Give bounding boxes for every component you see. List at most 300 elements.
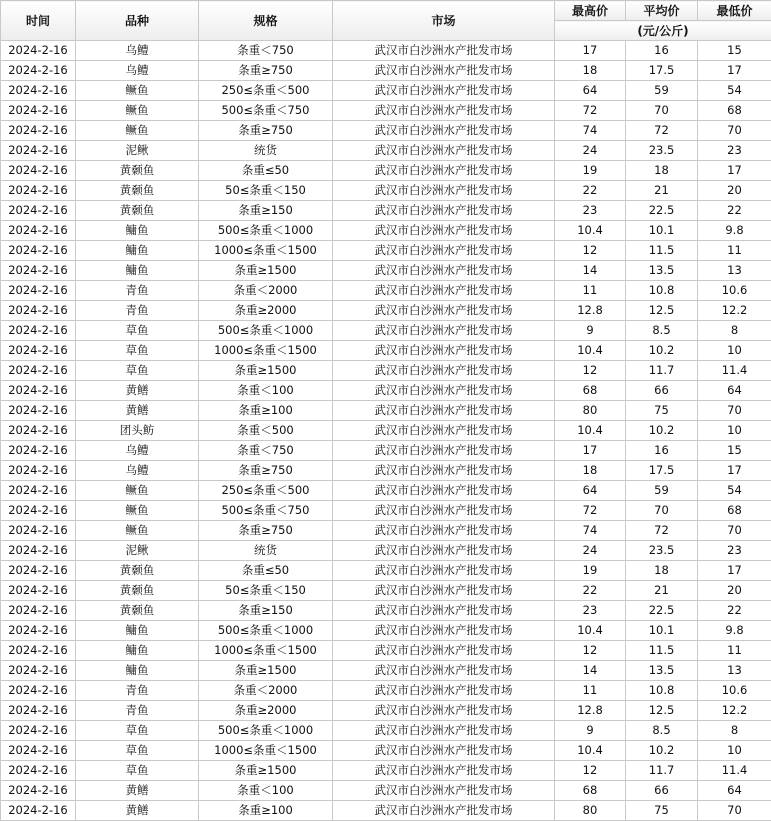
time-cell: 2024-2-16 xyxy=(1,181,76,201)
header-spec: 规格 xyxy=(199,1,333,41)
min-price-cell: 11 xyxy=(698,241,771,261)
market-cell: 武汉市白沙洲水产批发市场 xyxy=(333,61,555,81)
table-row xyxy=(1,141,771,161)
time-cell: 2024-2-16 xyxy=(1,341,76,361)
market-cell: 武汉市白沙洲水产批发市场 xyxy=(333,721,555,741)
time-cell: 2024-2-16 xyxy=(1,401,76,421)
min-price-cell: 17 xyxy=(698,561,771,581)
variety-cell: 鳜鱼 xyxy=(76,101,199,121)
spec-cell: 条重＜2000 xyxy=(199,281,333,301)
market-cell: 武汉市白沙洲水产批发市场 xyxy=(333,121,555,141)
table-row xyxy=(1,561,771,581)
header-variety: 品种 xyxy=(76,1,199,41)
max-price-cell: 14 xyxy=(555,261,626,281)
min-price-cell: 23 xyxy=(698,541,771,561)
avg-price-cell: 12.5 xyxy=(626,301,698,321)
avg-price-cell: 23.5 xyxy=(626,541,698,561)
variety-cell: 草鱼 xyxy=(76,321,199,341)
time-cell: 2024-2-16 xyxy=(1,441,76,461)
avg-price-cell: 16 xyxy=(626,41,698,61)
spec-cell: 条重＜2000 xyxy=(199,681,333,701)
table-row xyxy=(1,541,771,561)
avg-price-cell: 10.1 xyxy=(626,621,698,641)
time-cell: 2024-2-16 xyxy=(1,661,76,681)
header-price-unit: (元/公斤) xyxy=(555,21,771,41)
avg-price-cell: 10.1 xyxy=(626,221,698,241)
variety-cell: 鳙鱼 xyxy=(76,621,199,641)
variety-cell: 黄鳝 xyxy=(76,801,199,821)
market-cell: 武汉市白沙洲水产批发市场 xyxy=(333,401,555,421)
spec-cell: 500≤条重＜750 xyxy=(199,101,333,121)
min-price-cell: 20 xyxy=(698,181,771,201)
variety-cell: 青鱼 xyxy=(76,681,199,701)
table-row xyxy=(1,41,771,61)
table-row xyxy=(1,281,771,301)
max-price-cell: 23 xyxy=(555,201,626,221)
table-row xyxy=(1,521,771,541)
min-price-cell: 13 xyxy=(698,661,771,681)
table-row xyxy=(1,181,771,201)
time-cell: 2024-2-16 xyxy=(1,541,76,561)
market-cell: 武汉市白沙洲水产批发市场 xyxy=(333,701,555,721)
min-price-cell: 11.4 xyxy=(698,761,771,781)
time-cell: 2024-2-16 xyxy=(1,201,76,221)
variety-cell: 黄鳝 xyxy=(76,401,199,421)
min-price-cell: 54 xyxy=(698,81,771,101)
max-price-cell: 80 xyxy=(555,801,626,821)
table-row xyxy=(1,441,771,461)
market-cell: 武汉市白沙洲水产批发市场 xyxy=(333,81,555,101)
avg-price-cell: 17.5 xyxy=(626,61,698,81)
market-cell: 武汉市白沙洲水产批发市场 xyxy=(333,481,555,501)
variety-cell: 黄颡鱼 xyxy=(76,201,199,221)
time-cell: 2024-2-16 xyxy=(1,781,76,801)
spec-cell: 条重≤50 xyxy=(199,561,333,581)
table-row xyxy=(1,681,771,701)
spec-cell: 条重≥2000 xyxy=(199,301,333,321)
spec-cell: 条重≥2000 xyxy=(199,701,333,721)
variety-cell: 青鱼 xyxy=(76,281,199,301)
table-row xyxy=(1,401,771,421)
min-price-cell: 23 xyxy=(698,141,771,161)
table-row xyxy=(1,621,771,641)
time-cell: 2024-2-16 xyxy=(1,801,76,821)
time-cell: 2024-2-16 xyxy=(1,221,76,241)
header-avg-price: 平均价 xyxy=(626,1,698,21)
avg-price-cell: 75 xyxy=(626,801,698,821)
time-cell: 2024-2-16 xyxy=(1,361,76,381)
avg-price-cell: 59 xyxy=(626,81,698,101)
min-price-cell: 68 xyxy=(698,101,771,121)
spec-cell: 500≤条重＜1000 xyxy=(199,321,333,341)
max-price-cell: 12.8 xyxy=(555,701,626,721)
variety-cell: 团头鲂 xyxy=(76,421,199,441)
avg-price-cell: 10.8 xyxy=(626,681,698,701)
avg-price-cell: 16 xyxy=(626,441,698,461)
variety-cell: 鳙鱼 xyxy=(76,661,199,681)
spec-cell: 条重≥1500 xyxy=(199,261,333,281)
avg-price-cell: 10.2 xyxy=(626,421,698,441)
market-cell: 武汉市白沙洲水产批发市场 xyxy=(333,161,555,181)
max-price-cell: 10.4 xyxy=(555,341,626,361)
time-cell: 2024-2-16 xyxy=(1,641,76,661)
table-row xyxy=(1,781,771,801)
min-price-cell: 10 xyxy=(698,741,771,761)
variety-cell: 黄颡鱼 xyxy=(76,561,199,581)
avg-price-cell: 11.7 xyxy=(626,761,698,781)
spec-cell: 条重＜750 xyxy=(199,441,333,461)
time-cell: 2024-2-16 xyxy=(1,301,76,321)
max-price-cell: 18 xyxy=(555,461,626,481)
time-cell: 2024-2-16 xyxy=(1,321,76,341)
avg-price-cell: 18 xyxy=(626,561,698,581)
min-price-cell: 64 xyxy=(698,381,771,401)
avg-price-cell: 59 xyxy=(626,481,698,501)
max-price-cell: 11 xyxy=(555,281,626,301)
table-row xyxy=(1,581,771,601)
market-cell: 武汉市白沙洲水产批发市场 xyxy=(333,761,555,781)
min-price-cell: 13 xyxy=(698,261,771,281)
max-price-cell: 22 xyxy=(555,581,626,601)
variety-cell: 鳙鱼 xyxy=(76,221,199,241)
table-row xyxy=(1,601,771,621)
avg-price-cell: 23.5 xyxy=(626,141,698,161)
variety-cell: 青鱼 xyxy=(76,301,199,321)
variety-cell: 草鱼 xyxy=(76,361,199,381)
max-price-cell: 24 xyxy=(555,541,626,561)
spec-cell: 250≤条重＜500 xyxy=(199,481,333,501)
spec-cell: 1000≤条重＜1500 xyxy=(199,341,333,361)
market-cell: 武汉市白沙洲水产批发市场 xyxy=(333,181,555,201)
min-price-cell: 17 xyxy=(698,461,771,481)
max-price-cell: 22 xyxy=(555,181,626,201)
avg-price-cell: 75 xyxy=(626,401,698,421)
variety-cell: 黄鳝 xyxy=(76,381,199,401)
market-cell: 武汉市白沙洲水产批发市场 xyxy=(333,201,555,221)
spec-cell: 条重≥150 xyxy=(199,201,333,221)
spec-cell: 条重≤50 xyxy=(199,161,333,181)
table-row xyxy=(1,741,771,761)
max-price-cell: 10.4 xyxy=(555,421,626,441)
market-cell: 武汉市白沙洲水产批发市场 xyxy=(333,801,555,821)
time-cell: 2024-2-16 xyxy=(1,621,76,641)
market-cell: 武汉市白沙洲水产批发市场 xyxy=(333,601,555,621)
time-cell: 2024-2-16 xyxy=(1,241,76,261)
time-cell: 2024-2-16 xyxy=(1,481,76,501)
spec-cell: 条重＜500 xyxy=(199,421,333,441)
table-row xyxy=(1,221,771,241)
spec-cell: 500≤条重＜1000 xyxy=(199,621,333,641)
min-price-cell: 17 xyxy=(698,161,771,181)
avg-price-cell: 10.2 xyxy=(626,341,698,361)
market-cell: 武汉市白沙洲水产批发市场 xyxy=(333,341,555,361)
time-cell: 2024-2-16 xyxy=(1,121,76,141)
market-cell: 武汉市白沙洲水产批发市场 xyxy=(333,421,555,441)
time-cell: 2024-2-16 xyxy=(1,261,76,281)
max-price-cell: 24 xyxy=(555,141,626,161)
time-cell: 2024-2-16 xyxy=(1,81,76,101)
min-price-cell: 17 xyxy=(698,61,771,81)
spec-cell: 条重≥150 xyxy=(199,601,333,621)
time-cell: 2024-2-16 xyxy=(1,61,76,81)
max-price-cell: 74 xyxy=(555,121,626,141)
market-cell: 武汉市白沙洲水产批发市场 xyxy=(333,661,555,681)
market-cell: 武汉市白沙洲水产批发市场 xyxy=(333,541,555,561)
market-cell: 武汉市白沙洲水产批发市场 xyxy=(333,361,555,381)
min-price-cell: 54 xyxy=(698,481,771,501)
avg-price-cell: 70 xyxy=(626,101,698,121)
table-row xyxy=(1,121,771,141)
avg-price-cell: 8.5 xyxy=(626,321,698,341)
time-cell: 2024-2-16 xyxy=(1,281,76,301)
header-max-price: 最高价 xyxy=(555,1,626,21)
spec-cell: 统货 xyxy=(199,141,333,161)
max-price-cell: 10.4 xyxy=(555,621,626,641)
table-row xyxy=(1,641,771,661)
variety-cell: 草鱼 xyxy=(76,741,199,761)
min-price-cell: 15 xyxy=(698,41,771,61)
market-cell: 武汉市白沙洲水产批发市场 xyxy=(333,41,555,61)
min-price-cell: 11.4 xyxy=(698,361,771,381)
max-price-cell: 10.4 xyxy=(555,741,626,761)
header-min-price: 最低价 xyxy=(698,1,771,21)
spec-cell: 条重≥100 xyxy=(199,401,333,421)
max-price-cell: 72 xyxy=(555,501,626,521)
table-row xyxy=(1,301,771,321)
time-cell: 2024-2-16 xyxy=(1,381,76,401)
max-price-cell: 72 xyxy=(555,101,626,121)
variety-cell: 鳜鱼 xyxy=(76,481,199,501)
market-cell: 武汉市白沙洲水产批发市场 xyxy=(333,381,555,401)
max-price-cell: 74 xyxy=(555,521,626,541)
table-row xyxy=(1,701,771,721)
max-price-cell: 14 xyxy=(555,661,626,681)
min-price-cell: 70 xyxy=(698,801,771,821)
time-cell: 2024-2-16 xyxy=(1,761,76,781)
variety-cell: 鳙鱼 xyxy=(76,641,199,661)
avg-price-cell: 13.5 xyxy=(626,261,698,281)
max-price-cell: 64 xyxy=(555,481,626,501)
market-cell: 武汉市白沙洲水产批发市场 xyxy=(333,561,555,581)
max-price-cell: 11 xyxy=(555,681,626,701)
market-cell: 武汉市白沙洲水产批发市场 xyxy=(333,101,555,121)
spec-cell: 条重＜750 xyxy=(199,41,333,61)
table-row xyxy=(1,801,771,821)
table-row xyxy=(1,201,771,221)
avg-price-cell: 70 xyxy=(626,501,698,521)
variety-cell: 草鱼 xyxy=(76,761,199,781)
max-price-cell: 17 xyxy=(555,41,626,61)
avg-price-cell: 17.5 xyxy=(626,461,698,481)
avg-price-cell: 11.5 xyxy=(626,641,698,661)
market-cell: 武汉市白沙洲水产批发市场 xyxy=(333,641,555,661)
time-cell: 2024-2-16 xyxy=(1,141,76,161)
table-row xyxy=(1,361,771,381)
market-cell: 武汉市白沙洲水产批发市场 xyxy=(333,321,555,341)
time-cell: 2024-2-16 xyxy=(1,521,76,541)
max-price-cell: 10.4 xyxy=(555,221,626,241)
market-cell: 武汉市白沙洲水产批发市场 xyxy=(333,781,555,801)
table-row xyxy=(1,721,771,741)
time-cell: 2024-2-16 xyxy=(1,101,76,121)
spec-cell: 条重≥750 xyxy=(199,61,333,81)
avg-price-cell: 11.7 xyxy=(626,361,698,381)
table-header xyxy=(1,1,771,41)
table-row xyxy=(1,321,771,341)
time-cell: 2024-2-16 xyxy=(1,41,76,61)
spec-cell: 条重＜100 xyxy=(199,381,333,401)
avg-price-cell: 8.5 xyxy=(626,721,698,741)
spec-cell: 500≤条重＜1000 xyxy=(199,221,333,241)
variety-cell: 鳜鱼 xyxy=(76,501,199,521)
min-price-cell: 70 xyxy=(698,401,771,421)
market-cell: 武汉市白沙洲水产批发市场 xyxy=(333,281,555,301)
market-cell: 武汉市白沙洲水产批发市场 xyxy=(333,221,555,241)
spec-cell: 条重≥750 xyxy=(199,521,333,541)
time-cell: 2024-2-16 xyxy=(1,581,76,601)
variety-cell: 乌鳢 xyxy=(76,461,199,481)
max-price-cell: 68 xyxy=(555,781,626,801)
min-price-cell: 22 xyxy=(698,601,771,621)
avg-price-cell: 10.8 xyxy=(626,281,698,301)
market-cell: 武汉市白沙洲水产批发市场 xyxy=(333,461,555,481)
avg-price-cell: 11.5 xyxy=(626,241,698,261)
avg-price-cell: 66 xyxy=(626,781,698,801)
avg-price-cell: 13.5 xyxy=(626,661,698,681)
header-market: 市场 xyxy=(333,1,555,41)
variety-cell: 鳙鱼 xyxy=(76,261,199,281)
min-price-cell: 20 xyxy=(698,581,771,601)
max-price-cell: 18 xyxy=(555,61,626,81)
spec-cell: 条重≥1500 xyxy=(199,361,333,381)
variety-cell: 乌鳢 xyxy=(76,441,199,461)
table-row xyxy=(1,481,771,501)
min-price-cell: 70 xyxy=(698,521,771,541)
table-row xyxy=(1,241,771,261)
table-row xyxy=(1,61,771,81)
min-price-cell: 10.6 xyxy=(698,281,771,301)
avg-price-cell: 72 xyxy=(626,521,698,541)
table-row xyxy=(1,661,771,681)
time-cell: 2024-2-16 xyxy=(1,461,76,481)
min-price-cell: 15 xyxy=(698,441,771,461)
spec-cell: 1000≤条重＜1500 xyxy=(199,741,333,761)
variety-cell: 草鱼 xyxy=(76,721,199,741)
table-row xyxy=(1,81,771,101)
spec-cell: 50≤条重＜150 xyxy=(199,581,333,601)
market-cell: 武汉市白沙洲水产批发市场 xyxy=(333,501,555,521)
max-price-cell: 19 xyxy=(555,161,626,181)
variety-cell: 黄颡鱼 xyxy=(76,601,199,621)
header-time: 时间 xyxy=(1,1,76,41)
variety-cell: 泥鳅 xyxy=(76,541,199,561)
min-price-cell: 9.8 xyxy=(698,221,771,241)
max-price-cell: 12 xyxy=(555,761,626,781)
table-row xyxy=(1,381,771,401)
table-row xyxy=(1,341,771,361)
min-price-cell: 12.2 xyxy=(698,301,771,321)
table-body xyxy=(1,41,771,821)
min-price-cell: 12.2 xyxy=(698,701,771,721)
time-cell: 2024-2-16 xyxy=(1,601,76,621)
spec-cell: 条重≥100 xyxy=(199,801,333,821)
variety-cell: 黄鳝 xyxy=(76,781,199,801)
variety-cell: 黄颡鱼 xyxy=(76,581,199,601)
market-cell: 武汉市白沙洲水产批发市场 xyxy=(333,621,555,641)
max-price-cell: 64 xyxy=(555,81,626,101)
time-cell: 2024-2-16 xyxy=(1,681,76,701)
min-price-cell: 11 xyxy=(698,641,771,661)
min-price-cell: 9.8 xyxy=(698,621,771,641)
spec-cell: 250≤条重＜500 xyxy=(199,81,333,101)
min-price-cell: 10 xyxy=(698,341,771,361)
spec-cell: 条重≥750 xyxy=(199,121,333,141)
table-row xyxy=(1,761,771,781)
min-price-cell: 8 xyxy=(698,321,771,341)
variety-cell: 鳜鱼 xyxy=(76,521,199,541)
avg-price-cell: 66 xyxy=(626,381,698,401)
market-cell: 武汉市白沙洲水产批发市场 xyxy=(333,141,555,161)
variety-cell: 乌鳢 xyxy=(76,61,199,81)
variety-cell: 泥鳅 xyxy=(76,141,199,161)
time-cell: 2024-2-16 xyxy=(1,701,76,721)
max-price-cell: 80 xyxy=(555,401,626,421)
table-row xyxy=(1,161,771,181)
time-cell: 2024-2-16 xyxy=(1,561,76,581)
variety-cell: 黄颡鱼 xyxy=(76,161,199,181)
min-price-cell: 10.6 xyxy=(698,681,771,701)
variety-cell: 青鱼 xyxy=(76,701,199,721)
avg-price-cell: 22.5 xyxy=(626,201,698,221)
time-cell: 2024-2-16 xyxy=(1,741,76,761)
time-cell: 2024-2-16 xyxy=(1,721,76,741)
time-cell: 2024-2-16 xyxy=(1,501,76,521)
market-cell: 武汉市白沙洲水产批发市场 xyxy=(333,241,555,261)
max-price-cell: 23 xyxy=(555,601,626,621)
avg-price-cell: 21 xyxy=(626,181,698,201)
variety-cell: 乌鳢 xyxy=(76,41,199,61)
avg-price-cell: 18 xyxy=(626,161,698,181)
max-price-cell: 9 xyxy=(555,321,626,341)
spec-cell: 50≤条重＜150 xyxy=(199,181,333,201)
variety-cell: 黄颡鱼 xyxy=(76,181,199,201)
min-price-cell: 10 xyxy=(698,421,771,441)
market-cell: 武汉市白沙洲水产批发市场 xyxy=(333,441,555,461)
spec-cell: 500≤条重＜1000 xyxy=(199,721,333,741)
avg-price-cell: 72 xyxy=(626,121,698,141)
min-price-cell: 68 xyxy=(698,501,771,521)
max-price-cell: 19 xyxy=(555,561,626,581)
avg-price-cell: 21 xyxy=(626,581,698,601)
max-price-cell: 12.8 xyxy=(555,301,626,321)
avg-price-cell: 12.5 xyxy=(626,701,698,721)
min-price-cell: 70 xyxy=(698,121,771,141)
market-cell: 武汉市白沙洲水产批发市场 xyxy=(333,681,555,701)
spec-cell: 条重≥1500 xyxy=(199,661,333,681)
variety-cell: 鳜鱼 xyxy=(76,81,199,101)
max-price-cell: 9 xyxy=(555,721,626,741)
spec-cell: 条重≥1500 xyxy=(199,761,333,781)
max-price-cell: 12 xyxy=(555,641,626,661)
time-cell: 2024-2-16 xyxy=(1,161,76,181)
market-cell: 武汉市白沙洲水产批发市场 xyxy=(333,261,555,281)
table-row xyxy=(1,101,771,121)
market-cell: 武汉市白沙洲水产批发市场 xyxy=(333,301,555,321)
variety-cell: 草鱼 xyxy=(76,341,199,361)
table-row xyxy=(1,421,771,441)
market-cell: 武汉市白沙洲水产批发市场 xyxy=(333,741,555,761)
avg-price-cell: 22.5 xyxy=(626,601,698,621)
